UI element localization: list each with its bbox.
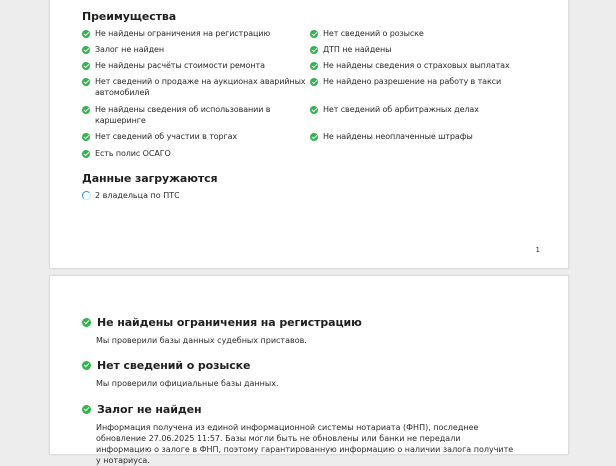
- check-circle-icon: [82, 106, 90, 114]
- loading-title: Данные загружаются: [82, 172, 218, 185]
- check-circle-icon: [310, 78, 318, 86]
- advantages-title: Преимущества: [82, 10, 177, 23]
- advantage-item: Не найдено разрешение на работу в такси: [310, 76, 540, 87]
- advantage-item: Не найдены неоплаченные штрафы: [310, 131, 540, 142]
- result-title: Не найдены ограничения на регистрацию: [97, 316, 362, 329]
- result-text: Мы проверили официальные базы данных.: [96, 379, 279, 388]
- advantage-item: Нет сведений об участии в торгах: [82, 131, 307, 142]
- result-text: Информация получена из единой информационной системы нотариата (ФНП), последнее обновление 27.06.2025 11:57. Базы могли быть не обновлены или банки не передали информацию о залоге в ФНП, поэтому гарантированную информацию о наличии залога получите у нотариуса.: [96, 423, 514, 465]
- advantage-item: Есть полис ОСАГО: [82, 148, 307, 159]
- advantage-item: Не найдены ограничения на регистрацию: [82, 28, 307, 39]
- result-section: [82, 316, 522, 346]
- result-title: Нет сведений о розыске: [97, 359, 251, 372]
- check-circle-icon: [82, 62, 90, 70]
- check-circle-icon: [310, 62, 318, 70]
- check-circle-icon: [82, 318, 91, 327]
- result-text: Мы проверили базы данных судебных приставов.: [96, 336, 307, 345]
- report-page-1: [49, 0, 569, 269]
- advantage-item: Нет сведений об арбитражных делах: [310, 104, 540, 115]
- advantage-item: Не найдены сведения об использовании в каршеринге: [82, 104, 282, 126]
- advantage-item: Нет сведений о продаже на аукционах аварийных автомобилей: [82, 76, 307, 98]
- loading-item: 2 владельца по ПТС: [82, 191, 180, 200]
- result-section: [82, 403, 522, 466]
- result-title: Залог не найден: [97, 403, 202, 416]
- result-section: [82, 359, 522, 389]
- check-circle-icon: [82, 133, 90, 141]
- advantage-item: Нет сведений о розыске: [310, 28, 540, 39]
- check-circle-icon: [310, 46, 318, 54]
- advantage-item: ДТП не найдены: [310, 44, 540, 55]
- check-circle-icon: [82, 405, 91, 414]
- check-circle-icon: [310, 106, 318, 114]
- advantage-item: Не найдены расчёты стоимости ремонта: [82, 60, 307, 71]
- check-circle-icon: [310, 133, 318, 141]
- check-circle-icon: [310, 30, 318, 38]
- check-circle-icon: [82, 150, 90, 158]
- loading-spinner-icon: [82, 191, 91, 200]
- check-circle-icon: [82, 46, 90, 54]
- report-page-2: [49, 275, 569, 465]
- check-circle-icon: [82, 78, 90, 86]
- advantage-item: Залог не найден: [82, 44, 307, 55]
- page-number: 1: [535, 246, 540, 254]
- check-circle-icon: [82, 30, 90, 38]
- advantage-item: Не найдены сведения о страховых выплатах: [310, 60, 542, 71]
- check-circle-icon: [82, 361, 91, 370]
